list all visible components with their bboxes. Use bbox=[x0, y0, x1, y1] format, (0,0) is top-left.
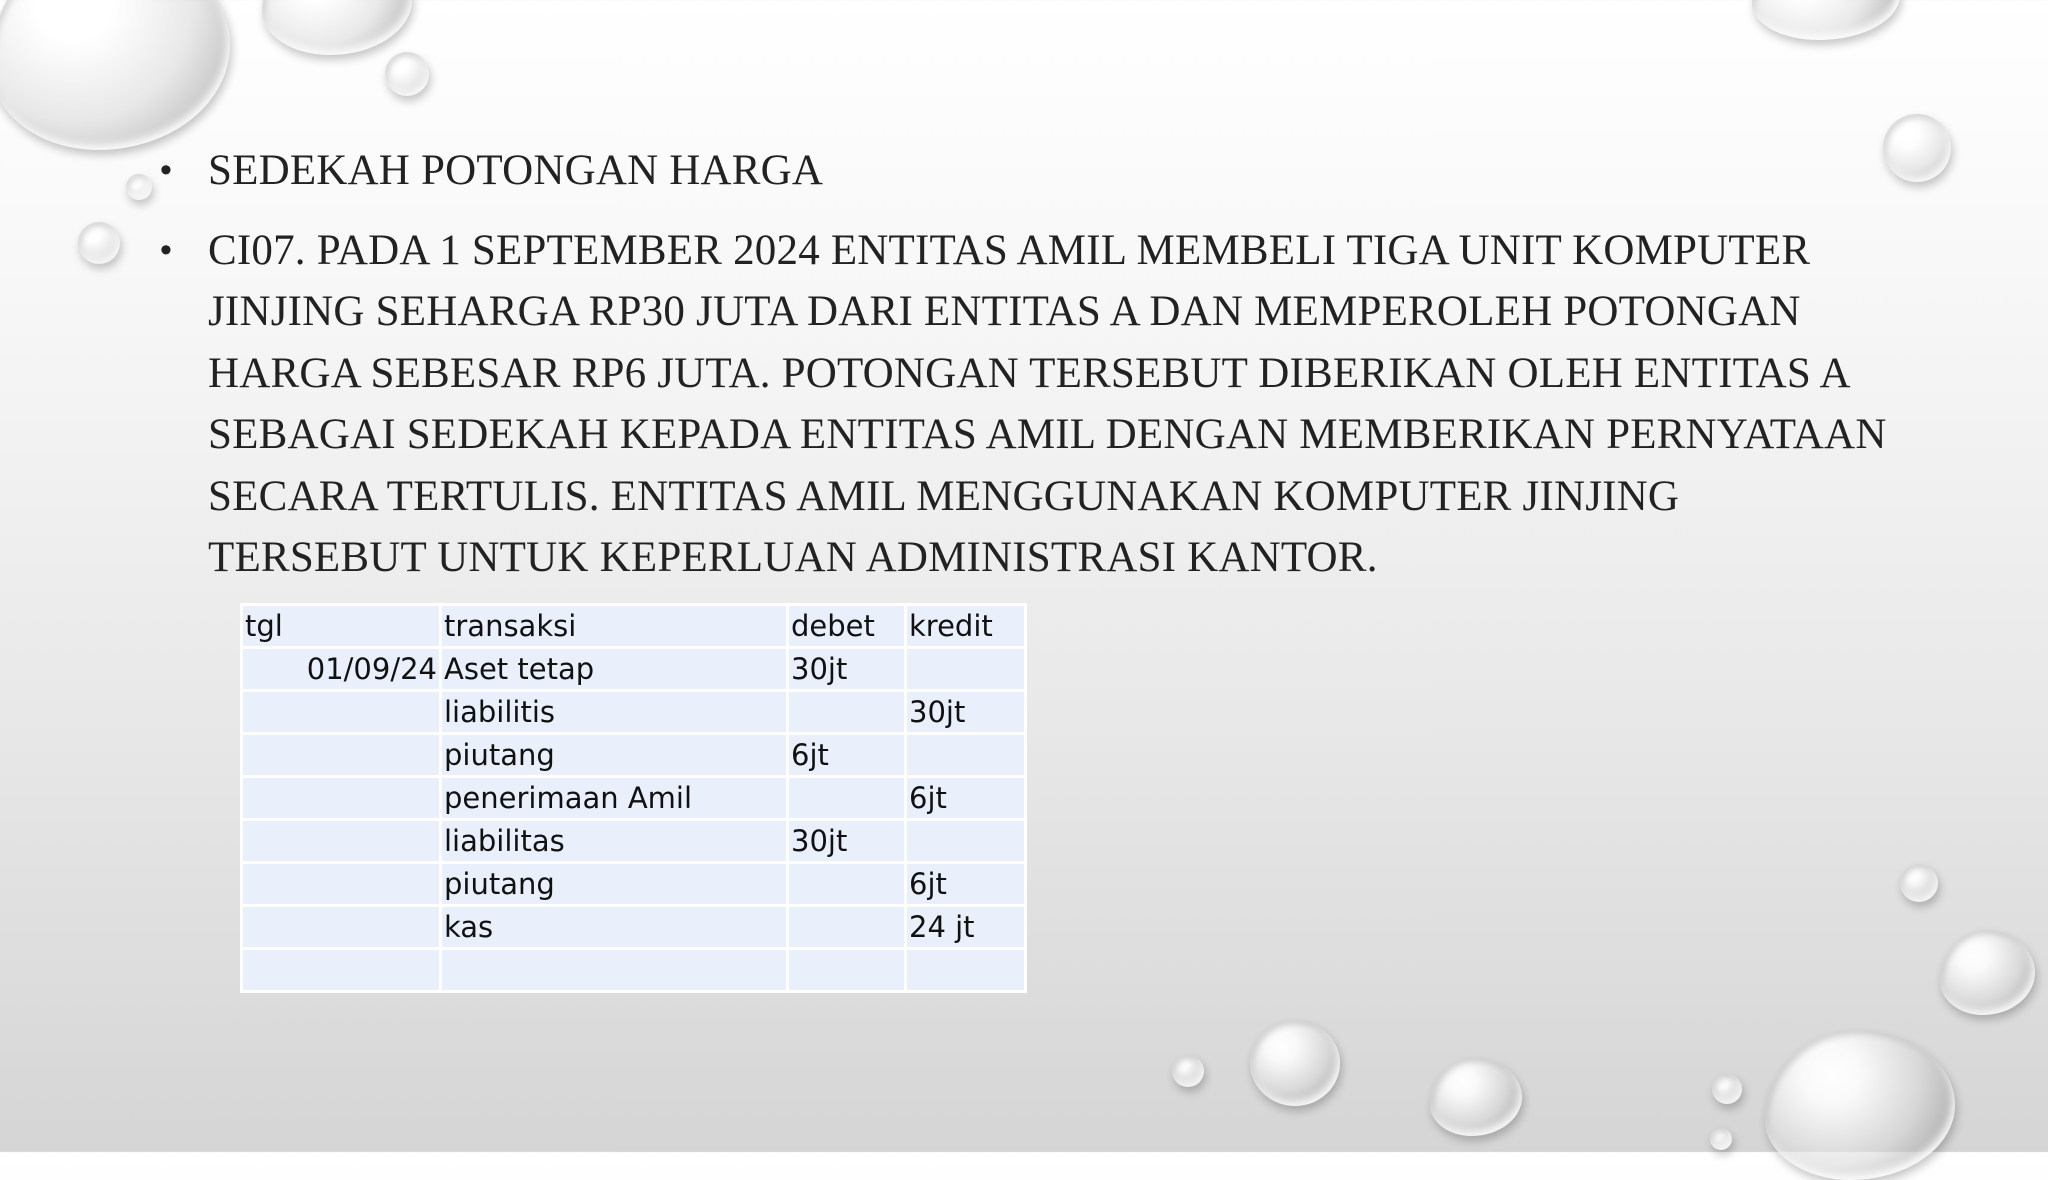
cell-kredit: 6jt bbox=[906, 777, 1026, 820]
table-row bbox=[242, 777, 1026, 820]
water-drop-decoration bbox=[1172, 1055, 1204, 1087]
bullet-item-case bbox=[160, 220, 1900, 589]
cell-tgl: 01/09/24 bbox=[242, 648, 441, 691]
cell-debet bbox=[788, 949, 906, 992]
cell-transaksi: liabilitis bbox=[441, 691, 788, 734]
cell-debet bbox=[788, 777, 906, 820]
cell-transaksi: liabilitas bbox=[441, 820, 788, 863]
table-row bbox=[242, 863, 1026, 906]
water-drop-decoration bbox=[1250, 1020, 1340, 1106]
cell-debet bbox=[788, 691, 906, 734]
water-drop-decoration bbox=[385, 52, 429, 96]
bullet-text: SEDEKAH POTONGAN HARGA bbox=[208, 147, 824, 194]
table-row bbox=[242, 734, 1026, 777]
cell-debet: 30jt bbox=[788, 648, 906, 691]
cell-debet bbox=[788, 863, 906, 906]
cell-tgl bbox=[242, 734, 441, 777]
water-drop-decoration bbox=[126, 174, 152, 200]
cell-debet bbox=[788, 906, 906, 949]
bullet-marker: • bbox=[160, 230, 173, 269]
water-drop-decoration bbox=[1765, 1030, 1955, 1180]
journal-table-body bbox=[242, 605, 1026, 992]
bullet-item-title bbox=[160, 140, 1900, 202]
header-kredit: kredit bbox=[906, 605, 1026, 648]
water-drop-decoration bbox=[1752, 0, 1900, 40]
cell-tgl bbox=[242, 949, 441, 992]
table-row bbox=[242, 648, 1026, 691]
cell-transaksi: piutang bbox=[441, 734, 788, 777]
water-drop-decoration bbox=[1712, 1074, 1742, 1104]
bullet-text: CI07. PADA 1 SEPTEMBER 2024 ENTITAS AMIL MEMBELI TIGA UNIT KOMPUTER JINJING SEHARGA RP30 JUTA DARI ENTITAS A DAN MEMPEROLEH POTONGAN HARGA SEBESAR RP6 JUTA. POTONGAN TERSEBUT DIBERIKAN OLEH ENTITAS A SEBAGAI SEDEKAH KEPADA ENTITAS AMIL DENGAN MEMBERIKAN PERNYATAAN SECARA TERTULIS. ENTITAS AMIL MENGGUNAKAN KOMPUTER JINJING TERSEBUT UNTUK KEPERLUAN ADMINISTRASI KANTOR. bbox=[208, 226, 1887, 581]
cell-tgl bbox=[242, 691, 441, 734]
water-drop-decoration bbox=[0, 0, 230, 150]
cell-tgl bbox=[242, 820, 441, 863]
cell-debet: 30jt bbox=[788, 820, 906, 863]
cell-kredit: 30jt bbox=[906, 691, 1026, 734]
water-drop-decoration bbox=[1900, 864, 1938, 902]
water-drop-decoration bbox=[262, 0, 412, 55]
cell-kredit: 24 jt bbox=[906, 906, 1026, 949]
cell-tgl bbox=[242, 863, 441, 906]
cell-transaksi: penerimaan Amil bbox=[441, 777, 788, 820]
table-row bbox=[242, 691, 1026, 734]
header-tgl: tgl bbox=[242, 605, 441, 648]
water-drop-decoration bbox=[1710, 1128, 1732, 1150]
cell-transaksi: kas bbox=[441, 906, 788, 949]
journal-table bbox=[240, 603, 1027, 993]
cell-tgl bbox=[242, 777, 441, 820]
cell-kredit bbox=[906, 820, 1026, 863]
water-drop-decoration bbox=[1940, 930, 2035, 1015]
header-transaksi: transaksi bbox=[441, 605, 788, 648]
table-header-row bbox=[242, 605, 1026, 648]
cell-kredit bbox=[906, 734, 1026, 777]
water-drop-decoration bbox=[78, 222, 120, 264]
cell-tgl bbox=[242, 906, 441, 949]
header-debet: debet bbox=[788, 605, 906, 648]
cell-kredit bbox=[906, 949, 1026, 992]
table-row bbox=[242, 820, 1026, 863]
cell-kredit: 6jt bbox=[906, 863, 1026, 906]
table-row bbox=[242, 949, 1026, 992]
bullet-marker: • bbox=[160, 151, 173, 189]
water-drop-decoration bbox=[1430, 1058, 1522, 1136]
cell-debet: 6jt bbox=[788, 734, 906, 777]
table-row bbox=[242, 906, 1026, 949]
cell-kredit bbox=[906, 648, 1026, 691]
bullet-list bbox=[160, 140, 1900, 607]
cell-transaksi: Aset tetap bbox=[441, 648, 788, 691]
cell-transaksi bbox=[441, 949, 788, 992]
cell-transaksi: piutang bbox=[441, 863, 788, 906]
